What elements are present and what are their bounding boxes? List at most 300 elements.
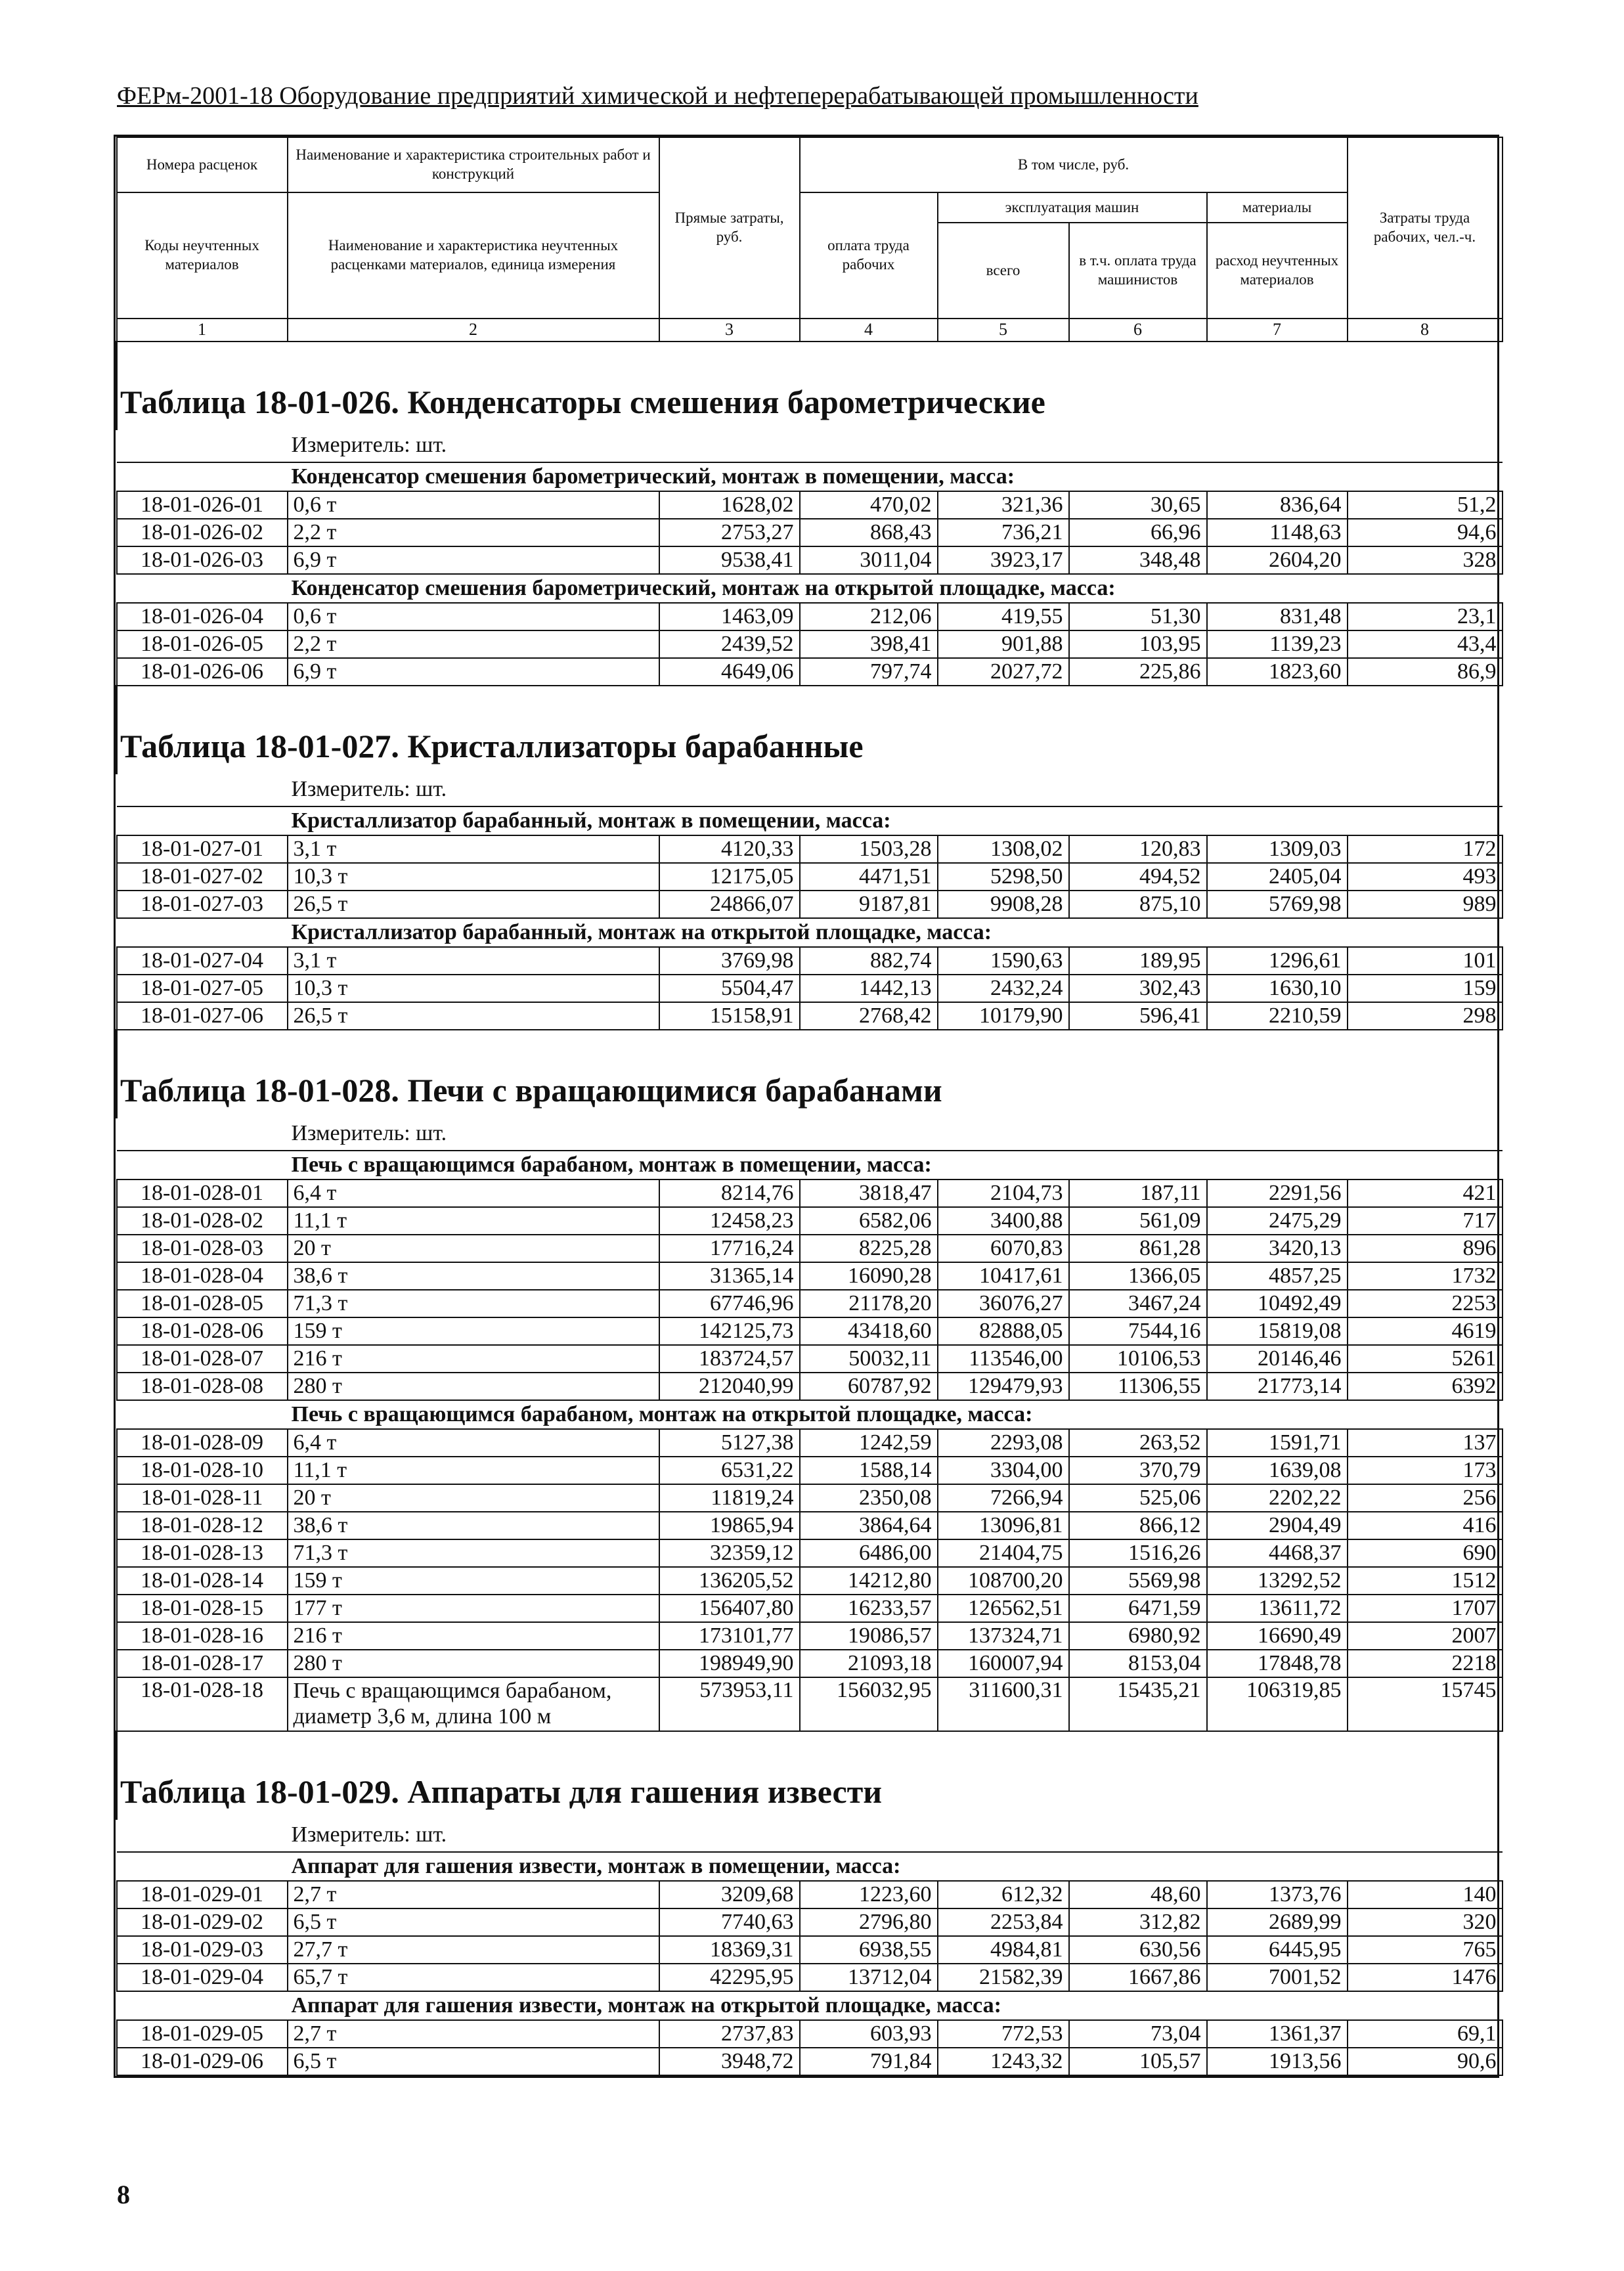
- rate-code: 18-01-028-05: [117, 1290, 288, 1317]
- table-row: [117, 1429, 1503, 1457]
- column-number: 8: [1348, 319, 1503, 342]
- unit-of-measure: Измеритель: шт.: [291, 1822, 447, 1847]
- rate-value: 4120,33: [659, 835, 800, 863]
- rate-value: 1463,09: [659, 603, 800, 630]
- rate-value: 263,52: [1069, 1429, 1207, 1457]
- rate-value: 298: [1348, 1002, 1503, 1030]
- rate-value: 19865,94: [659, 1512, 800, 1539]
- rate-value: 370,79: [1069, 1457, 1207, 1484]
- rate-value: 82888,05: [938, 1317, 1069, 1345]
- rate-value: 7740,63: [659, 1908, 800, 1936]
- rate-value: 1366,05: [1069, 1262, 1207, 1290]
- rate-value: 690: [1348, 1539, 1503, 1567]
- table-row: [117, 1512, 1503, 1539]
- rate-code: 18-01-029-01: [117, 1881, 288, 1908]
- rate-value: 189,95: [1069, 947, 1207, 975]
- rate-value: 10492,49: [1207, 1290, 1348, 1317]
- rate-description: 2,7 т: [288, 2020, 659, 2048]
- rate-value: 86,9: [1348, 658, 1503, 686]
- column-number: 1: [117, 319, 288, 342]
- rate-value: 156032,95: [800, 1677, 938, 1731]
- rate-value: 172: [1348, 835, 1503, 863]
- rate-value: 140: [1348, 1881, 1503, 1908]
- rate-code: 18-01-029-06: [117, 2048, 288, 2075]
- header-machines-total: всего: [938, 223, 1069, 319]
- rate-description: 0,6 т: [288, 603, 659, 630]
- section-title: Таблица 18-01-026. Конденсаторы смешения барометрические: [117, 342, 1503, 430]
- rate-value: 5261: [1348, 1345, 1503, 1373]
- rate-value: 30,65: [1069, 491, 1207, 519]
- rate-value: 50032,11: [800, 1345, 938, 1373]
- rate-value: 15158,91: [659, 1002, 800, 1030]
- rate-value: 3209,68: [659, 1881, 800, 1908]
- rate-value: 596,41: [1069, 1002, 1207, 1030]
- table-row: [117, 1622, 1503, 1650]
- rate-value: 43,4: [1348, 630, 1503, 658]
- rate-value: 3948,72: [659, 2048, 800, 2075]
- rate-value: 16090,28: [800, 1262, 938, 1290]
- rate-description: 20 т: [288, 1484, 659, 1512]
- rate-value: 126562,51: [938, 1595, 1069, 1622]
- rate-description: 6,5 т: [288, 1908, 659, 1936]
- rate-value: 875,10: [1069, 891, 1207, 918]
- rate-value: 212040,99: [659, 1373, 800, 1400]
- group-label: Аппарат для гашения извести, монтаж в помещении, масса:: [117, 1852, 1503, 1881]
- rate-value: 6582,06: [800, 1207, 938, 1235]
- rate-code: 18-01-029-03: [117, 1936, 288, 1964]
- rate-value: 156407,80: [659, 1595, 800, 1622]
- group-header-row: [117, 1400, 1503, 1429]
- rate-value: 5127,38: [659, 1429, 800, 1457]
- rate-value: 3923,17: [938, 546, 1069, 574]
- rate-value: 2904,49: [1207, 1512, 1348, 1539]
- rate-code: 18-01-029-04: [117, 1964, 288, 1991]
- rate-value: 3011,04: [800, 546, 938, 574]
- rate-code: 18-01-028-09: [117, 1429, 288, 1457]
- rate-value: 43418,60: [800, 1317, 938, 1345]
- rate-value: 3304,00: [938, 1457, 1069, 1484]
- rate-value: 142125,73: [659, 1317, 800, 1345]
- rate-value: 21178,20: [800, 1290, 938, 1317]
- rate-value: 12458,23: [659, 1207, 800, 1235]
- rate-description: 26,5 т: [288, 1002, 659, 1030]
- rate-code: 18-01-026-02: [117, 519, 288, 546]
- unit-row: [117, 1820, 1503, 1852]
- rate-value: 101: [1348, 947, 1503, 975]
- rate-value: 42295,95: [659, 1964, 800, 1991]
- rate-value: 1373,76: [1207, 1881, 1348, 1908]
- header-materials: материалы: [1207, 192, 1348, 223]
- rate-value: 6471,59: [1069, 1595, 1207, 1622]
- rate-value: 10417,61: [938, 1262, 1069, 1290]
- rate-value: 1361,37: [1207, 2020, 1348, 2048]
- rate-value: 2768,42: [800, 1002, 938, 1030]
- rate-code: 18-01-026-04: [117, 603, 288, 630]
- table-row: [117, 835, 1503, 863]
- rate-value: 9187,81: [800, 891, 938, 918]
- rate-description: 2,2 т: [288, 519, 659, 546]
- rate-value: 868,43: [800, 519, 938, 546]
- rate-value: 896: [1348, 1235, 1503, 1262]
- rate-value: 1223,60: [800, 1881, 938, 1908]
- rate-value: 2253: [1348, 1290, 1503, 1317]
- header-material-names: Наименование и характеристика неучтенных расценками материалов, единица измерения: [288, 192, 659, 319]
- rate-value: 1707: [1348, 1595, 1503, 1622]
- rate-value: 861,28: [1069, 1235, 1207, 1262]
- rate-value: 12175,05: [659, 863, 800, 891]
- rate-value: 7266,94: [938, 1484, 1069, 1512]
- rate-value: 17716,24: [659, 1235, 800, 1262]
- rate-value: 525,06: [1069, 1484, 1207, 1512]
- group-label: Кристаллизатор барабанный, монтаж в помещении, масса:: [117, 806, 1503, 835]
- rate-value: 212,06: [800, 603, 938, 630]
- unit-of-measure: Измеритель: шт.: [291, 776, 447, 801]
- rate-value: 11819,24: [659, 1484, 800, 1512]
- rate-description: 6,5 т: [288, 2048, 659, 2075]
- rate-value: 836,64: [1207, 491, 1348, 519]
- rate-value: 3818,47: [800, 1180, 938, 1207]
- rate-value: 2218: [1348, 1650, 1503, 1677]
- rate-value: 866,12: [1069, 1512, 1207, 1539]
- rate-code: 18-01-028-13: [117, 1539, 288, 1567]
- rate-value: 11306,55: [1069, 1373, 1207, 1400]
- rate-value: 136205,52: [659, 1567, 800, 1595]
- rate-code: 18-01-029-05: [117, 2020, 288, 2048]
- rate-code: 18-01-026-06: [117, 658, 288, 686]
- rate-description: 0,6 т: [288, 491, 659, 519]
- group-label: Кристаллизатор барабанный, монтаж на открытой площадке, масса:: [117, 918, 1503, 947]
- rate-value: 183724,57: [659, 1345, 800, 1373]
- rate-description: 2,7 т: [288, 1881, 659, 1908]
- rate-value: 15745: [1348, 1677, 1503, 1731]
- rate-value: 5298,50: [938, 863, 1069, 891]
- rate-value: 21582,39: [938, 1964, 1069, 1991]
- group-label: Конденсатор смешения барометрический, монтаж в помещении, масса:: [117, 462, 1503, 491]
- column-number: 5: [938, 319, 1069, 342]
- rate-value: 6070,83: [938, 1235, 1069, 1262]
- section-title-row: [117, 1731, 1503, 1820]
- unit-of-measure: Измеритель: шт.: [291, 1120, 447, 1145]
- header-direct-costs: Прямые затраты, руб.: [659, 137, 800, 319]
- header-machines: эксплуатация машин: [938, 192, 1207, 223]
- rate-value: 797,74: [800, 658, 938, 686]
- table-row: [117, 519, 1503, 546]
- rate-value: 9908,28: [938, 891, 1069, 918]
- rate-value: 772,53: [938, 2020, 1069, 2048]
- rate-description: 26,5 т: [288, 891, 659, 918]
- table-row: [117, 1345, 1503, 1373]
- rate-value: 321,36: [938, 491, 1069, 519]
- rate-value: 736,21: [938, 519, 1069, 546]
- table-row: [117, 891, 1503, 918]
- rate-value: 159: [1348, 975, 1503, 1002]
- table-row: [117, 1964, 1503, 1991]
- rate-value: 9538,41: [659, 546, 800, 574]
- rate-value: 173: [1348, 1457, 1503, 1484]
- group-label: Печь с вращающимся барабаном, монтаж на открытой площадке, масса:: [117, 1400, 1503, 1429]
- rate-value: 1139,23: [1207, 630, 1348, 658]
- rate-value: 2210,59: [1207, 1002, 1348, 1030]
- rate-description: 177 т: [288, 1595, 659, 1622]
- table-row: [117, 1936, 1503, 1964]
- rate-description: 159 т: [288, 1567, 659, 1595]
- column-number: 6: [1069, 319, 1207, 342]
- rate-code: 18-01-027-04: [117, 947, 288, 975]
- rate-description: 6,4 т: [288, 1180, 659, 1207]
- group-label: Конденсатор смешения барометрический, монтаж на открытой площадке, масса:: [117, 574, 1503, 603]
- rate-value: 198949,90: [659, 1650, 800, 1677]
- rate-code: 18-01-028-01: [117, 1180, 288, 1207]
- rate-description: 6,9 т: [288, 546, 659, 574]
- rate-value: 15435,21: [1069, 1677, 1207, 1731]
- rate-value: 630,56: [1069, 1936, 1207, 1964]
- rate-value: 17848,78: [1207, 1650, 1348, 1677]
- section-title: Таблица 18-01-027. Кристаллизаторы барабанные: [117, 686, 1503, 774]
- rate-value: 612,32: [938, 1881, 1069, 1908]
- rate-value: 1296,61: [1207, 947, 1348, 975]
- rate-value: 4471,51: [800, 863, 938, 891]
- rate-value: 989: [1348, 891, 1503, 918]
- rate-value: 21093,18: [800, 1650, 938, 1677]
- header-labor: Затраты труда рабочих, чел.-ч.: [1348, 137, 1503, 319]
- rate-value: 5769,98: [1207, 891, 1348, 918]
- rate-value: 225,86: [1069, 658, 1207, 686]
- header-work-name: Наименование и характеристика строительных работ и конструкций: [288, 137, 659, 192]
- group-label: Аппарат для гашения извести, монтаж на открытой площадке, масса:: [117, 1991, 1503, 2020]
- table-row: [117, 863, 1503, 891]
- rate-value: 1628,02: [659, 491, 800, 519]
- header-worker-pay: оплата труда рабочих: [800, 192, 938, 319]
- rate-value: 73,04: [1069, 2020, 1207, 2048]
- rate-value: 10106,53: [1069, 1345, 1207, 1373]
- rate-description: 6,4 т: [288, 1429, 659, 1457]
- group-header-row: [117, 1151, 1503, 1180]
- rate-code: 18-01-027-05: [117, 975, 288, 1002]
- section-title: Таблица 18-01-029. Аппараты для гашения извести: [117, 1731, 1503, 1820]
- rate-value: 3864,64: [800, 1512, 938, 1539]
- unit-row: [117, 1118, 1503, 1151]
- table-row: [117, 546, 1503, 574]
- rate-value: 2027,72: [938, 658, 1069, 686]
- rate-value: 1309,03: [1207, 835, 1348, 863]
- rate-value: 10179,90: [938, 1002, 1069, 1030]
- rate-value: 421: [1348, 1180, 1503, 1207]
- table-row: [117, 1881, 1503, 1908]
- rate-value: 882,74: [800, 947, 938, 975]
- rate-code: 18-01-028-08: [117, 1373, 288, 1400]
- rate-code: 18-01-028-17: [117, 1650, 288, 1677]
- rate-value: 4984,81: [938, 1936, 1069, 1964]
- rate-sheet: [114, 135, 1499, 2078]
- rate-code: 18-01-028-14: [117, 1567, 288, 1595]
- rate-value: 4649,06: [659, 658, 800, 686]
- rate-value: 302,43: [1069, 975, 1207, 1002]
- rate-value: 6486,00: [800, 1539, 938, 1567]
- rate-value: 1630,10: [1207, 975, 1348, 1002]
- rate-description: 3,1 т: [288, 947, 659, 975]
- rate-value: 113546,00: [938, 1345, 1069, 1373]
- rate-value: 328: [1348, 546, 1503, 574]
- rate-value: 3400,88: [938, 1207, 1069, 1235]
- table-row: [117, 603, 1503, 630]
- rate-value: 1442,13: [800, 975, 938, 1002]
- rate-value: 2439,52: [659, 630, 800, 658]
- rate-value: 1503,28: [800, 835, 938, 863]
- rate-value: 311600,31: [938, 1677, 1069, 1731]
- rate-value: 8225,28: [800, 1235, 938, 1262]
- column-number: 2: [288, 319, 659, 342]
- header-material-consumption: расход неучтенных материалов: [1207, 223, 1348, 319]
- rate-description: 280 т: [288, 1650, 659, 1677]
- rate-code: 18-01-028-11: [117, 1484, 288, 1512]
- rate-value: 90,6: [1348, 2048, 1503, 2075]
- rate-value: 51,30: [1069, 603, 1207, 630]
- header-material-codes: Коды неучтенных материалов: [117, 192, 288, 319]
- rate-value: 6938,55: [800, 1936, 938, 1964]
- rate-description: 10,3 т: [288, 975, 659, 1002]
- column-numbers: [117, 319, 1503, 342]
- rate-description: 3,1 т: [288, 835, 659, 863]
- rate-value: 2253,84: [938, 1908, 1069, 1936]
- group-header-row: [117, 1852, 1503, 1881]
- rate-value: 36076,27: [938, 1290, 1069, 1317]
- rate-value: 1732: [1348, 1262, 1503, 1290]
- rate-value: 160007,94: [938, 1650, 1069, 1677]
- rate-description: 2,2 т: [288, 630, 659, 658]
- rate-value: 1512: [1348, 1567, 1503, 1595]
- table-row: [117, 2020, 1503, 2048]
- rate-value: 1639,08: [1207, 1457, 1348, 1484]
- rate-value: 320: [1348, 1908, 1503, 1936]
- rate-value: 69,1: [1348, 2020, 1503, 2048]
- table-row: [117, 2048, 1503, 2075]
- rate-description: 280 т: [288, 1373, 659, 1400]
- rate-code: 18-01-028-03: [117, 1235, 288, 1262]
- rate-code: 18-01-028-07: [117, 1345, 288, 1373]
- rate-value: 16233,57: [800, 1595, 938, 1622]
- rate-value: 2291,56: [1207, 1180, 1348, 1207]
- rate-value: 66,96: [1069, 519, 1207, 546]
- header-operator-pay: в т.ч. оплата труда машинистов: [1069, 223, 1207, 319]
- header-rate-codes: Номера расценок: [117, 137, 288, 192]
- table-row: [117, 1262, 1503, 1290]
- rate-value: 1243,32: [938, 2048, 1069, 2075]
- rate-value: 6445,95: [1207, 1936, 1348, 1964]
- rate-value: 3769,98: [659, 947, 800, 975]
- rate-value: 51,2: [1348, 491, 1503, 519]
- rate-description: 159 т: [288, 1317, 659, 1345]
- rate-description: Печь с вращающимся барабаном, диаметр 3,6 м, длина 100 м: [288, 1677, 659, 1731]
- rate-code: 18-01-029-02: [117, 1908, 288, 1936]
- rate-value: 470,02: [800, 491, 938, 519]
- section-title-row: [117, 1030, 1503, 1118]
- rate-value: 2104,73: [938, 1180, 1069, 1207]
- rate-value: 348,48: [1069, 546, 1207, 574]
- table-row: [117, 1207, 1503, 1235]
- rate-value: 6392: [1348, 1373, 1503, 1400]
- rate-value: 106319,85: [1207, 1677, 1348, 1731]
- table-row: [117, 1290, 1503, 1317]
- rate-value: 31365,14: [659, 1262, 800, 1290]
- rate-value: 573953,11: [659, 1677, 800, 1731]
- rate-description: 38,6 т: [288, 1262, 659, 1290]
- rate-code: 18-01-028-15: [117, 1595, 288, 1622]
- rate-value: 1148,63: [1207, 519, 1348, 546]
- rate-description: 65,7 т: [288, 1964, 659, 1991]
- rate-value: 187,11: [1069, 1180, 1207, 1207]
- group-label: Печь с вращающимся барабаном, монтаж в помещении, масса:: [117, 1151, 1503, 1180]
- rate-description: 6,9 т: [288, 658, 659, 686]
- rate-code: 18-01-027-01: [117, 835, 288, 863]
- table-header: [117, 137, 1503, 342]
- rate-value: 48,60: [1069, 1881, 1207, 1908]
- table-body: [117, 342, 1503, 2075]
- rate-description: 216 т: [288, 1622, 659, 1650]
- table-row: [117, 1002, 1503, 1030]
- rate-value: 13611,72: [1207, 1595, 1348, 1622]
- rate-code: 18-01-027-03: [117, 891, 288, 918]
- rate-value: 1913,56: [1207, 2048, 1348, 2075]
- rate-value: 6980,92: [1069, 1622, 1207, 1650]
- rate-code: 18-01-028-10: [117, 1457, 288, 1484]
- table-row: [117, 1677, 1503, 1731]
- rate-code: 18-01-028-18: [117, 1677, 288, 1731]
- rate-value: 21404,75: [938, 1539, 1069, 1567]
- running-head: ФЕРм-2001-18 Оборудование предприятий химической и нефтеперерабатывающей промышленности: [117, 82, 1198, 110]
- rate-value: 120,83: [1069, 835, 1207, 863]
- column-number: 4: [800, 319, 938, 342]
- table-row: [117, 1539, 1503, 1567]
- rate-value: 14212,80: [800, 1567, 938, 1595]
- rate-description: 71,3 т: [288, 1290, 659, 1317]
- rate-description: 216 т: [288, 1345, 659, 1373]
- rate-value: 4857,25: [1207, 1262, 1348, 1290]
- table-row: [117, 1567, 1503, 1595]
- rate-description: 10,3 т: [288, 863, 659, 891]
- rate-description: 38,6 т: [288, 1512, 659, 1539]
- group-header-row: [117, 462, 1503, 491]
- rate-value: 1516,26: [1069, 1539, 1207, 1567]
- rate-value: 94,6: [1348, 519, 1503, 546]
- rate-value: 2350,08: [800, 1484, 938, 1512]
- rate-value: 831,48: [1207, 603, 1348, 630]
- rate-code: 18-01-028-12: [117, 1512, 288, 1539]
- section-title-row: [117, 342, 1503, 430]
- rate-description: 11,1 т: [288, 1207, 659, 1235]
- rate-code: 18-01-028-16: [117, 1622, 288, 1650]
- group-header-row: [117, 1991, 1503, 2020]
- rate-value: 1591,71: [1207, 1429, 1348, 1457]
- rate-value: 2689,99: [1207, 1908, 1348, 1936]
- rate-value: 3420,13: [1207, 1235, 1348, 1262]
- group-header-row: [117, 574, 1503, 603]
- rate-value: 2202,22: [1207, 1484, 1348, 1512]
- rate-code: 18-01-028-04: [117, 1262, 288, 1290]
- rate-value: 67746,96: [659, 1290, 800, 1317]
- rate-value: 4619: [1348, 1317, 1503, 1345]
- rate-value: 105,57: [1069, 2048, 1207, 2075]
- rate-value: 4468,37: [1207, 1539, 1348, 1567]
- rate-value: 2737,83: [659, 2020, 800, 2048]
- rate-value: 1590,63: [938, 947, 1069, 975]
- rate-description: 20 т: [288, 1235, 659, 1262]
- table-row: [117, 1650, 1503, 1677]
- rate-value: 1308,02: [938, 835, 1069, 863]
- rate-value: 2007: [1348, 1622, 1503, 1650]
- rate-value: 60787,92: [800, 1373, 938, 1400]
- rates-table: [116, 137, 1503, 2076]
- group-header-row: [117, 806, 1503, 835]
